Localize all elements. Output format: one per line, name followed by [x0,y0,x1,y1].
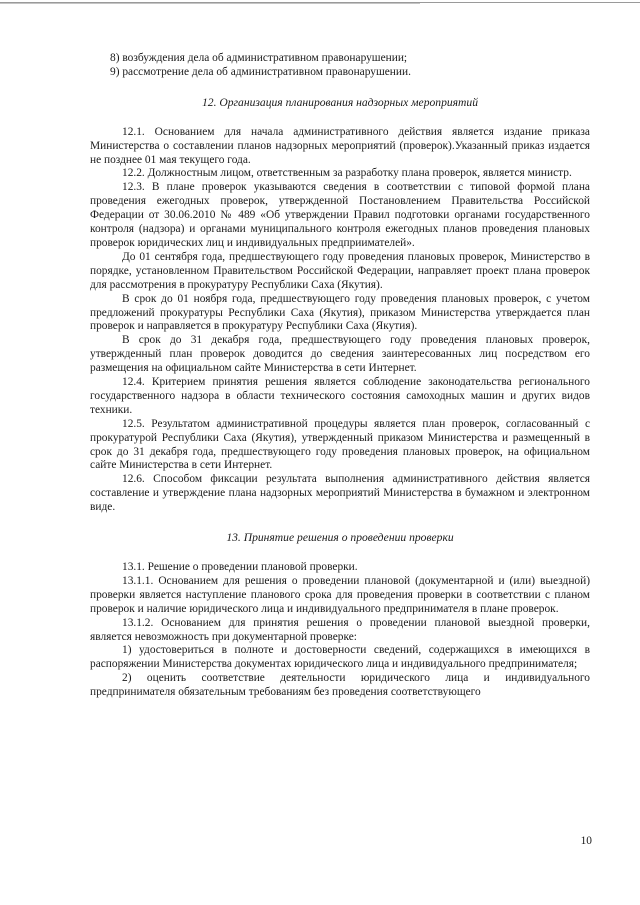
paragraph-13-1-2-item-1: 1) удостовериться в полноте и достоверности сведений, содержащихся в имеющихся в распоряжении Министерства документах юридического лица и индивидуального предпринимателя; [90,644,590,671]
paragraph-12-3-november: В срок до 01 ноября года, предшествующего году проведения плановых проверок, с учетом предложений прокуратуры Республики Саха (Якутия), приказом Министерства утверждается план проверок и направляется в прокуратуру Республики Саха (Якутия). [90,292,590,333]
list-item-9: 9) рассмотрение дела об административном правонарушении. [110,65,411,78]
paragraph-12-1: 12.1. Основанием для начала административного действия является издание приказа Министерства о составлении планов надзорных мероприятий (проверок).Указанный приказ издается не позднее 01 мая текущего года. [90,125,590,166]
paragraph-12-6: 12.6. Способом фиксации результата выполнения административного действия является составление и утверждение плана надзорных мероприятий Министерства в бумажном и электронном виде. [90,473,590,514]
page-number: 10 [580,835,592,847]
scan-top-edge-line-faint [0,3,420,4]
paragraph-13-1-2: 13.1.2. Основанием для принятия решения о проведении плановой выездной проверки, является невозможность при документарной проверке: [90,616,590,643]
paragraph-13-1-2-item-2: 2) оценить соответствие деятельности юридического лица и индивидуального предпринимателя обязательным требованиям без проведения соответствующего [90,672,590,699]
paragraph-12-4: 12.4. Критерием принятия решения является соблюдение законодательства регионального государственного надзора в области технического состояния самоходных машин и других видов техники. [90,376,590,416]
paragraph-12-3-september: До 01 сентября года, предшествующего году проведения плановых проверок, Министерство в порядке, установленном Правительством Российской Федерации, направляет проект плана проверок для рассмотрения в прокуратуру Республики Саха (Якутия). [90,250,590,291]
paragraph-13-1-1: 13.1.1. Основанием для решения о проведении плановой (документарной и (или) выездной) проверки является наступление планового срока для проведения проверки в соответствии с планом проверок и наличие юридического лица и индивидуального предпринимателя в плане проверок. [90,574,590,615]
section-13-heading: 13. Принятие решения о проведении проверки [226,531,454,545]
paragraph-12-2: 12.2. Должностным лицом, ответственным за разработку плана проверок, является министр. [122,167,572,180]
paragraph-12-3: 12.3. В плане проверок указываются сведения в соответствии с типовой формой плана проведения ежегодных проверок, утвержденной Постановлением Правительства Российской Федерации от 30.06.2010 № 489 «Об утверждении Правил подготовки органами государственного контроля (надзора) и органами муниципального контроля ежегодных планов проведения плановых проверок юридических лиц и индивидуальных предприимателей». [90,181,590,249]
paragraph-13-1: 13.1. Решение о проведении плановой проверки. [122,561,358,573]
list-item-8: 8) возбуждения дела об административном правонарушении; [110,52,408,64]
document-page [90,52,590,700]
section-12-heading: 12. Организация планирования надзорных мероприятий [201,95,479,109]
paragraph-12-5: 12.5. Результатом административной процедуры является план проверок, согласованный с прокуратурой Республики Саха (Якутия), утвержденный приказом Министерства и размещенный в срок до 31 декабря года, предшествующего году проведения плановых проверок, на официальном сайте Министерства в сети Интернет. [90,417,590,472]
paragraph-12-3-december: В срок до 31 декабря года, предшествующего году проведения плановых проверок, утвержденный план проверок доводится до сведения заинтересованных лиц посредством его размещения на официальном сайте Министерства в сети Интернет. [90,334,590,375]
